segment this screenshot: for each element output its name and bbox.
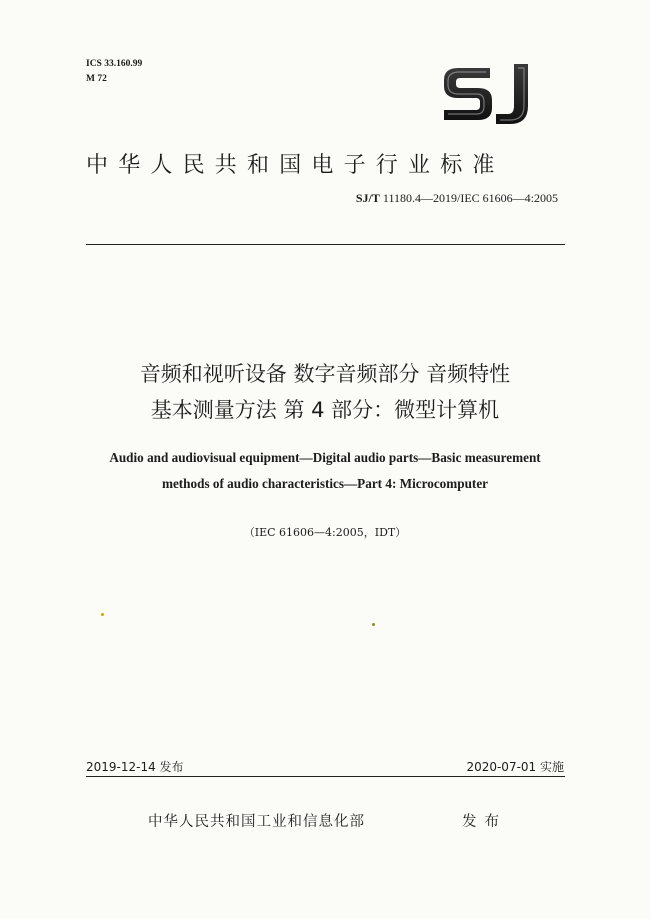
chinese-title-line-1: 音频和视听设备 数字音频部分 音频特性 <box>139 362 511 386</box>
standard-code <box>356 191 558 206</box>
chinese-title-line-2: 基本测量方法 第 4 部分：微型计算机 <box>150 398 500 422</box>
implement-date: 2020-07-01 实施 <box>466 760 564 774</box>
standard-code-prefix: SJ/T <box>355 191 380 205</box>
issuing-authority: 中华人民共和国工业和信息化部 <box>148 814 365 830</box>
publish-date: 2019-12-14 发布 <box>86 760 184 774</box>
english-title-line-1: Audio and audiovisual equipment—Digital audio parts—Basic measurement <box>109 450 541 465</box>
paper-speck <box>101 613 104 616</box>
bottom-divider <box>86 776 565 777</box>
english-title-line-2: methods of audio characteristics—Part 4: Microcomputer <box>161 476 489 491</box>
sj-logo-icon <box>440 62 534 126</box>
issue-label: 发布 <box>462 814 507 830</box>
top-divider <box>86 244 565 245</box>
standard-code-number: 11180.4—2019/IEC 61606—4:2005 <box>379 191 558 205</box>
classification-code: M 72 <box>86 74 107 84</box>
ics-code: ICS 33.160.99 <box>86 59 143 69</box>
paper-speck <box>372 623 375 626</box>
ics-block <box>86 57 142 87</box>
standard-type-title: 中华人民共和国电子行业标准 <box>86 153 505 178</box>
equivalence-note: （IEC 61606—4:2005，IDT） <box>243 526 407 539</box>
